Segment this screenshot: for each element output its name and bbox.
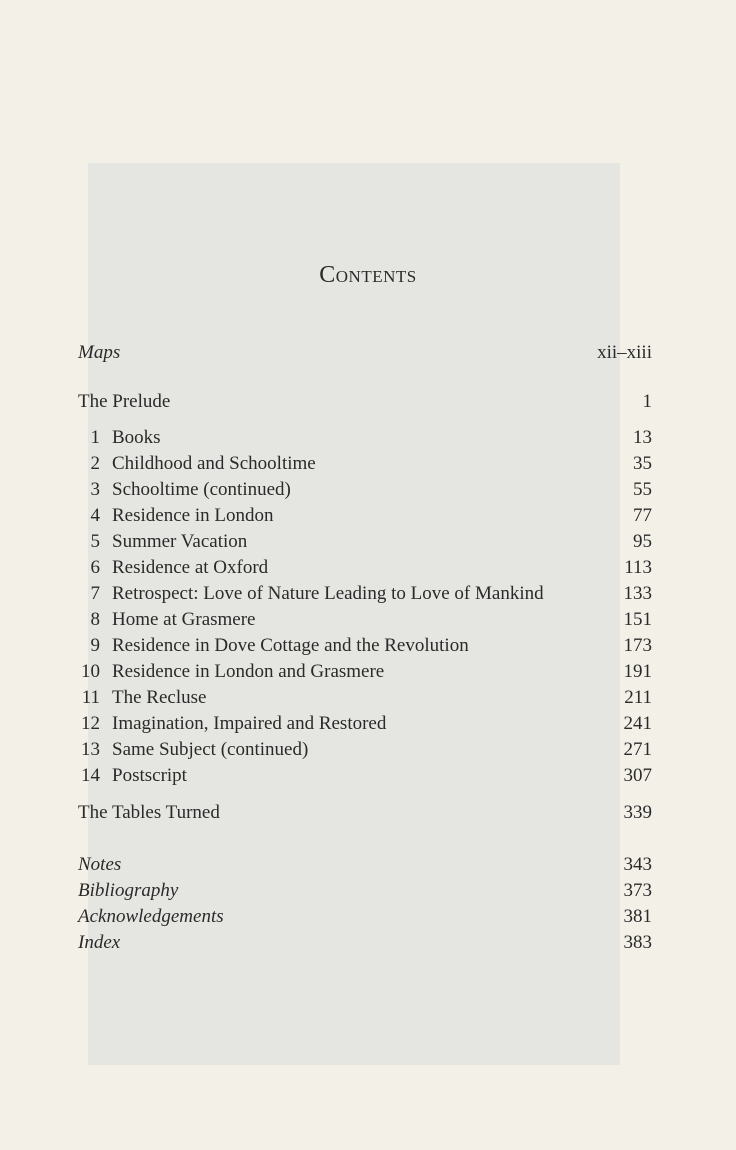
chapter-number: 9 [90,635,100,656]
entry-page: 113 [624,557,652,578]
entry-page: 55 [633,479,652,500]
chapter-number: 2 [90,453,100,474]
entry-label: Schooltime (continued) [112,479,291,500]
toc-entry-chapter[interactable] [78,477,652,503]
entry-page: 1 [642,391,652,412]
toc-entry-notes[interactable] [78,852,652,878]
toc-entry-chapter[interactable] [78,581,652,607]
chapter-number: 8 [90,609,100,630]
entry-page: 77 [633,505,652,526]
chapter-number: 10 [81,661,100,682]
toc-entry-chapter[interactable] [78,659,652,685]
toc-entry-maps[interactable] [78,340,652,366]
entry-page: 339 [623,802,652,823]
entry-page: xii–xiii [597,342,652,363]
page-title: Contents [319,262,417,288]
entry-page: 173 [623,635,652,656]
entry-page: 133 [623,583,652,604]
entry-label: Same Subject (continued) [112,739,309,760]
entry-label: Residence in London and Grasmere [112,661,385,682]
entry-label: Childhood and Schooltime [112,453,316,474]
chapter-number: 7 [90,583,100,604]
entry-label: Books [112,427,161,448]
toc-entry-the-tables-turned[interactable] [78,800,652,826]
entry-label: Index [78,932,121,953]
entry-label: Residence at Oxford [112,557,269,578]
toc-entry-index[interactable] [78,930,652,956]
chapter-number: 5 [90,531,100,552]
entry-label: The Tables Turned [78,802,220,823]
entry-label: Home at Grasmere [112,609,256,630]
toc-entry-bibliography[interactable] [78,878,652,904]
entry-page: 373 [623,880,652,901]
entry-label: Maps [78,342,121,363]
chapter-number: 14 [81,765,100,786]
entry-label: Postscript [112,765,187,786]
entry-page: 343 [623,854,652,875]
entry-label: Residence in London [112,505,274,526]
entry-label: Bibliography [78,880,179,901]
toc-entry-chapter[interactable] [78,607,652,633]
toc-entry-chapter[interactable] [78,451,652,477]
entry-page: 191 [623,661,652,682]
chapter-number: 4 [90,505,100,526]
toc-entry-chapter[interactable] [78,711,652,737]
entry-page: 307 [623,765,652,786]
toc-entry-chapter[interactable] [78,763,652,789]
entry-page: 13 [633,427,652,448]
entry-page: 383 [623,932,652,953]
entry-label: Imagination, Impaired and Restored [112,713,387,734]
entry-label: Acknowledgements [78,906,224,927]
chapter-number: 11 [81,687,100,708]
chapter-number: 13 [81,739,100,760]
entry-page: 35 [633,453,652,474]
entry-label: Retrospect: Love of Nature Leading to Love of Mankind [112,583,544,604]
entry-label: Notes [78,854,122,875]
entry-label: The Recluse [112,687,207,708]
chapter-number: 6 [90,557,100,578]
entry-page: 211 [624,687,652,708]
toc-entry-acknowledgements[interactable] [78,904,652,930]
toc-entry-chapter[interactable] [78,737,652,763]
toc-entry-chapter[interactable] [78,425,652,451]
entry-label: The Prelude [78,391,171,412]
toc-entry-chapter[interactable] [78,529,652,555]
entry-page: 241 [623,713,652,734]
entry-label: Summer Vacation [112,531,248,552]
toc-entry-chapter[interactable] [78,685,652,711]
entry-label: Residence in Dove Cottage and the Revolution [112,635,469,656]
toc-entry-the-prelude[interactable] [78,389,652,415]
entry-page: 95 [633,531,652,552]
chapter-number: 3 [90,479,100,500]
entry-page: 151 [623,609,652,630]
chapter-number: 12 [81,713,100,734]
entry-page: 381 [623,906,652,927]
entry-page: 271 [623,739,652,760]
toc-entry-chapter[interactable] [78,633,652,659]
chapter-number: 1 [90,427,100,448]
toc-entry-chapter[interactable] [78,555,652,581]
toc-entry-chapter[interactable] [78,503,652,529]
